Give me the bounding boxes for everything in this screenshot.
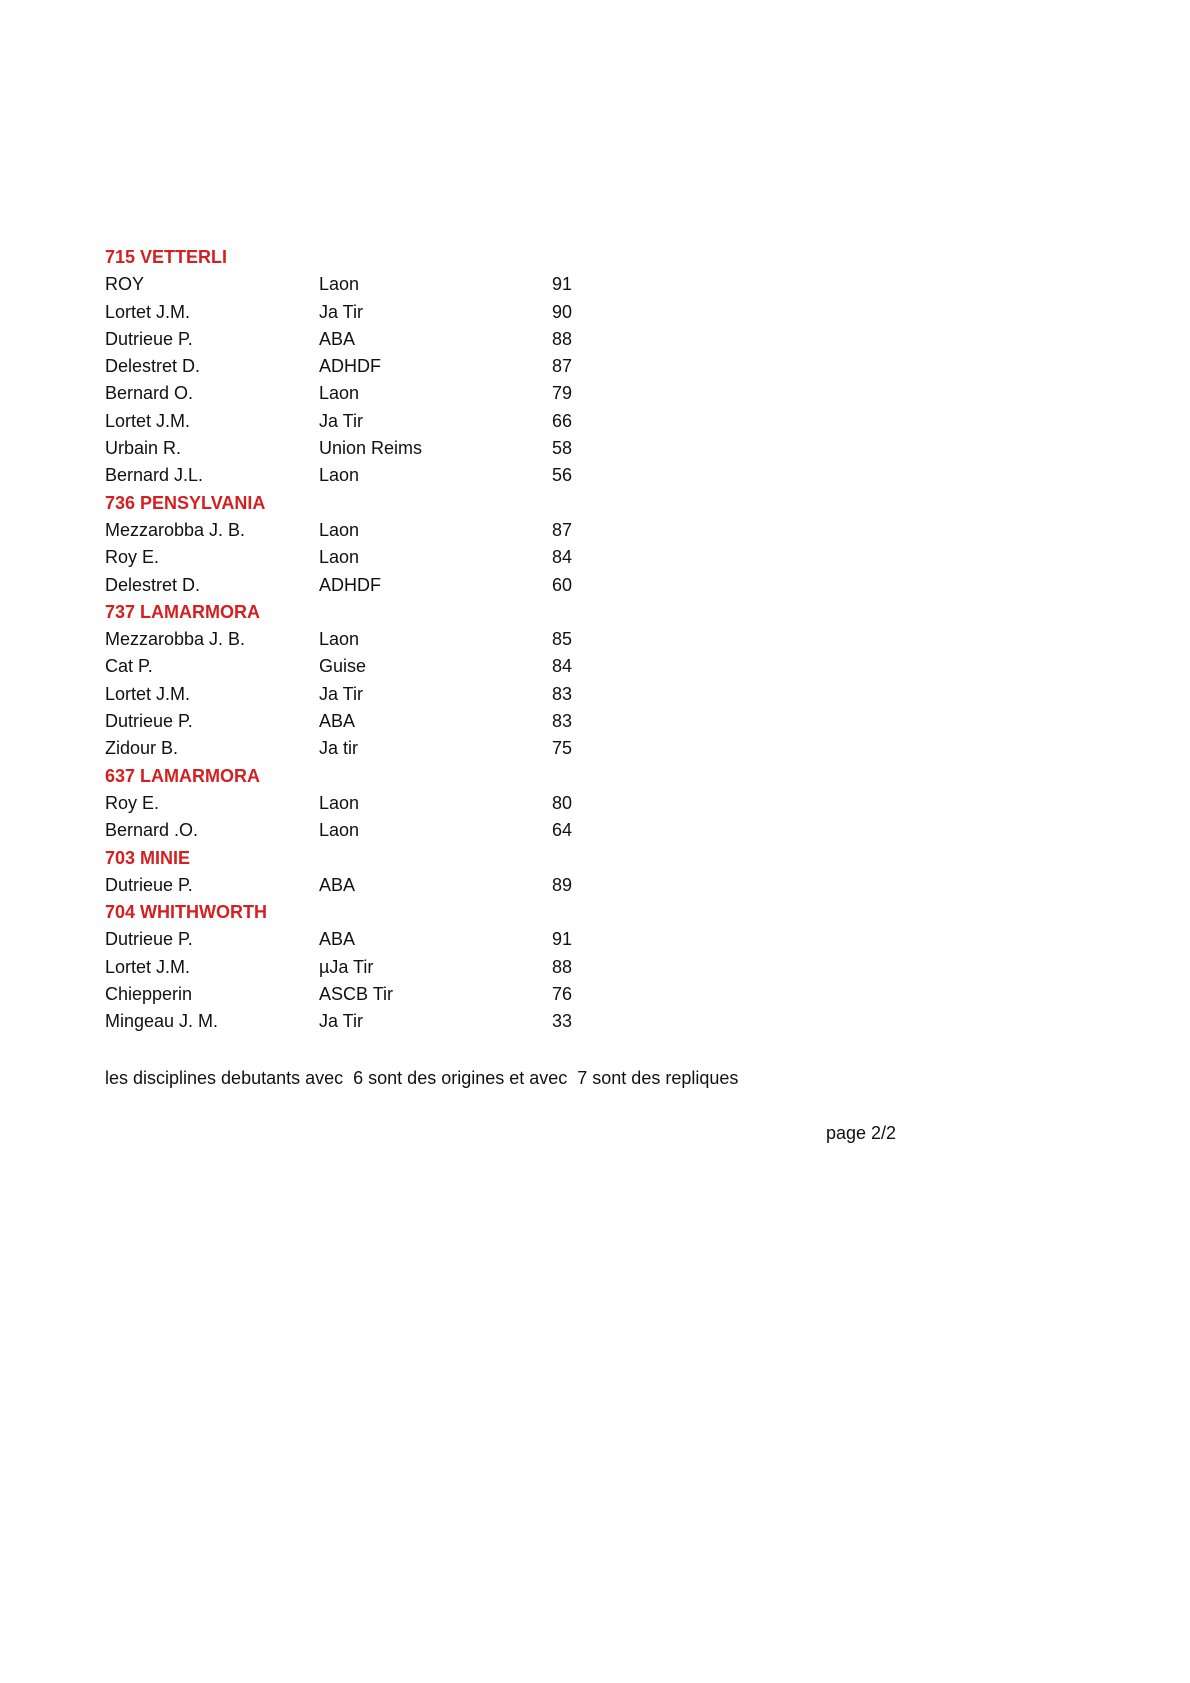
- shooter-name: Lortet J.M.: [105, 683, 191, 704]
- club-name: Guise: [319, 656, 367, 677]
- score-value: 84: [552, 547, 573, 568]
- score-value: 64: [552, 820, 573, 841]
- result-row: [105, 462, 805, 489]
- shooter-name: Dutrieue P.: [105, 328, 193, 349]
- shooter-name: Lortet J.M.: [105, 956, 191, 977]
- club-name: Ja Tir: [319, 1011, 364, 1032]
- score-value: 60: [552, 574, 573, 595]
- club-name: Laon: [319, 629, 360, 650]
- club-name: Ja tir: [319, 738, 359, 759]
- shooter-name: ROY: [105, 274, 145, 295]
- club-name: Laon: [319, 792, 360, 813]
- club-name: Laon: [319, 820, 360, 841]
- result-row: [105, 326, 805, 353]
- result-row: [105, 817, 805, 844]
- shooter-name: Dutrieue P.: [105, 711, 193, 732]
- score-value: 87: [552, 519, 573, 540]
- club-name: Ja Tir: [319, 683, 364, 704]
- club-name: Laon: [319, 547, 360, 568]
- section-heading: 715 VETTERLI: [105, 247, 228, 267]
- result-row: [105, 681, 805, 708]
- result-row: [105, 954, 805, 981]
- section-heading: 703 MINIE: [105, 847, 191, 868]
- result-row: [105, 299, 805, 326]
- club-name: Laon: [319, 383, 360, 404]
- shooter-name: Dutrieue P.: [105, 874, 193, 895]
- score-value: 58: [552, 438, 573, 459]
- section-heading: 704 WHITHWORTH: [105, 902, 267, 923]
- result-row: [105, 353, 805, 380]
- result-row: [105, 517, 805, 544]
- club-name: Ja Tir: [319, 301, 364, 322]
- shooter-name: Mezzarobba J. B.: [105, 629, 246, 650]
- score-value: 89: [552, 874, 573, 895]
- result-row: [105, 572, 805, 599]
- score-value: 91: [552, 929, 573, 950]
- score-value: 80: [552, 792, 573, 813]
- shooter-name: Lortet J.M.: [105, 410, 191, 431]
- footnote: les disciplines debutants avec 6 sont des origines et avec 7 sont des repliques: [105, 1068, 739, 1088]
- shooter-name: Cat P.: [105, 656, 153, 677]
- club-name: Union Reims: [319, 438, 423, 459]
- shooter-name: Chiepperin: [105, 984, 193, 1005]
- club-name: ABA: [319, 929, 356, 950]
- score-value: 85: [552, 629, 573, 650]
- shooter-name: Mingeau J. M.: [105, 1011, 219, 1032]
- result-row: [105, 790, 805, 817]
- club-name: ADHDF: [319, 356, 381, 377]
- score-value: 91: [552, 274, 573, 295]
- page-number: page 2/2: [826, 1123, 897, 1143]
- shooter-name: Zidour B.: [105, 738, 179, 759]
- score-value: 84: [552, 656, 573, 677]
- result-row: [105, 435, 805, 462]
- result-row: [105, 380, 805, 407]
- club-name: ADHDF: [319, 574, 381, 595]
- shooter-name: Bernard J.L.: [105, 465, 204, 486]
- shooter-name: Delestret D.: [105, 574, 201, 595]
- score-value: 66: [552, 410, 573, 431]
- result-row: [105, 926, 805, 953]
- shooter-name: Roy E.: [105, 547, 160, 568]
- result-row: [105, 653, 805, 680]
- score-value: 75: [552, 738, 573, 759]
- shooter-name: Roy E.: [105, 792, 160, 813]
- shooter-name: Delestret D.: [105, 356, 201, 377]
- shooter-name: Bernard O.: [105, 383, 194, 404]
- result-row: [105, 626, 805, 653]
- score-value: 87: [552, 356, 573, 377]
- score-value: 88: [552, 328, 573, 349]
- score-value: 88: [552, 956, 573, 977]
- club-name: ABA: [319, 874, 356, 895]
- section-heading: 736 PENSYLVANIA: [105, 492, 266, 513]
- score-value: 33: [552, 1011, 573, 1032]
- shooter-name: Bernard .O.: [105, 820, 199, 841]
- score-value: 90: [552, 301, 573, 322]
- shooter-name: Lortet J.M.: [105, 301, 191, 322]
- section-heading: 737 LAMARMORA: [105, 601, 261, 622]
- club-name: Laon: [319, 465, 360, 486]
- score-value: 83: [552, 683, 573, 704]
- score-value: 79: [552, 383, 573, 404]
- club-name: ABA: [319, 328, 356, 349]
- score-value: 56: [552, 465, 573, 486]
- club-name: ASCB Tir: [319, 984, 394, 1005]
- result-row: [105, 1008, 805, 1035]
- result-row: [105, 408, 805, 435]
- club-name: ABA: [319, 711, 356, 732]
- shooter-name: Mezzarobba J. B.: [105, 519, 246, 540]
- score-value: 83: [552, 711, 573, 732]
- result-row: [105, 708, 805, 735]
- score-value: 76: [552, 984, 573, 1005]
- result-row: [105, 735, 805, 762]
- club-name: Laon: [319, 274, 360, 295]
- club-name: Ja Tir: [319, 410, 364, 431]
- result-row: [105, 271, 805, 298]
- section-heading: 637 LAMARMORA: [105, 765, 261, 786]
- result-row: [105, 981, 805, 1008]
- result-row: [105, 544, 805, 571]
- result-row: [105, 872, 805, 899]
- shooter-name: Dutrieue P.: [105, 929, 193, 950]
- shooter-name: Urbain R.: [105, 438, 182, 459]
- club-name: µJa Tir: [319, 956, 374, 977]
- club-name: Laon: [319, 519, 360, 540]
- results-list: [105, 244, 805, 1036]
